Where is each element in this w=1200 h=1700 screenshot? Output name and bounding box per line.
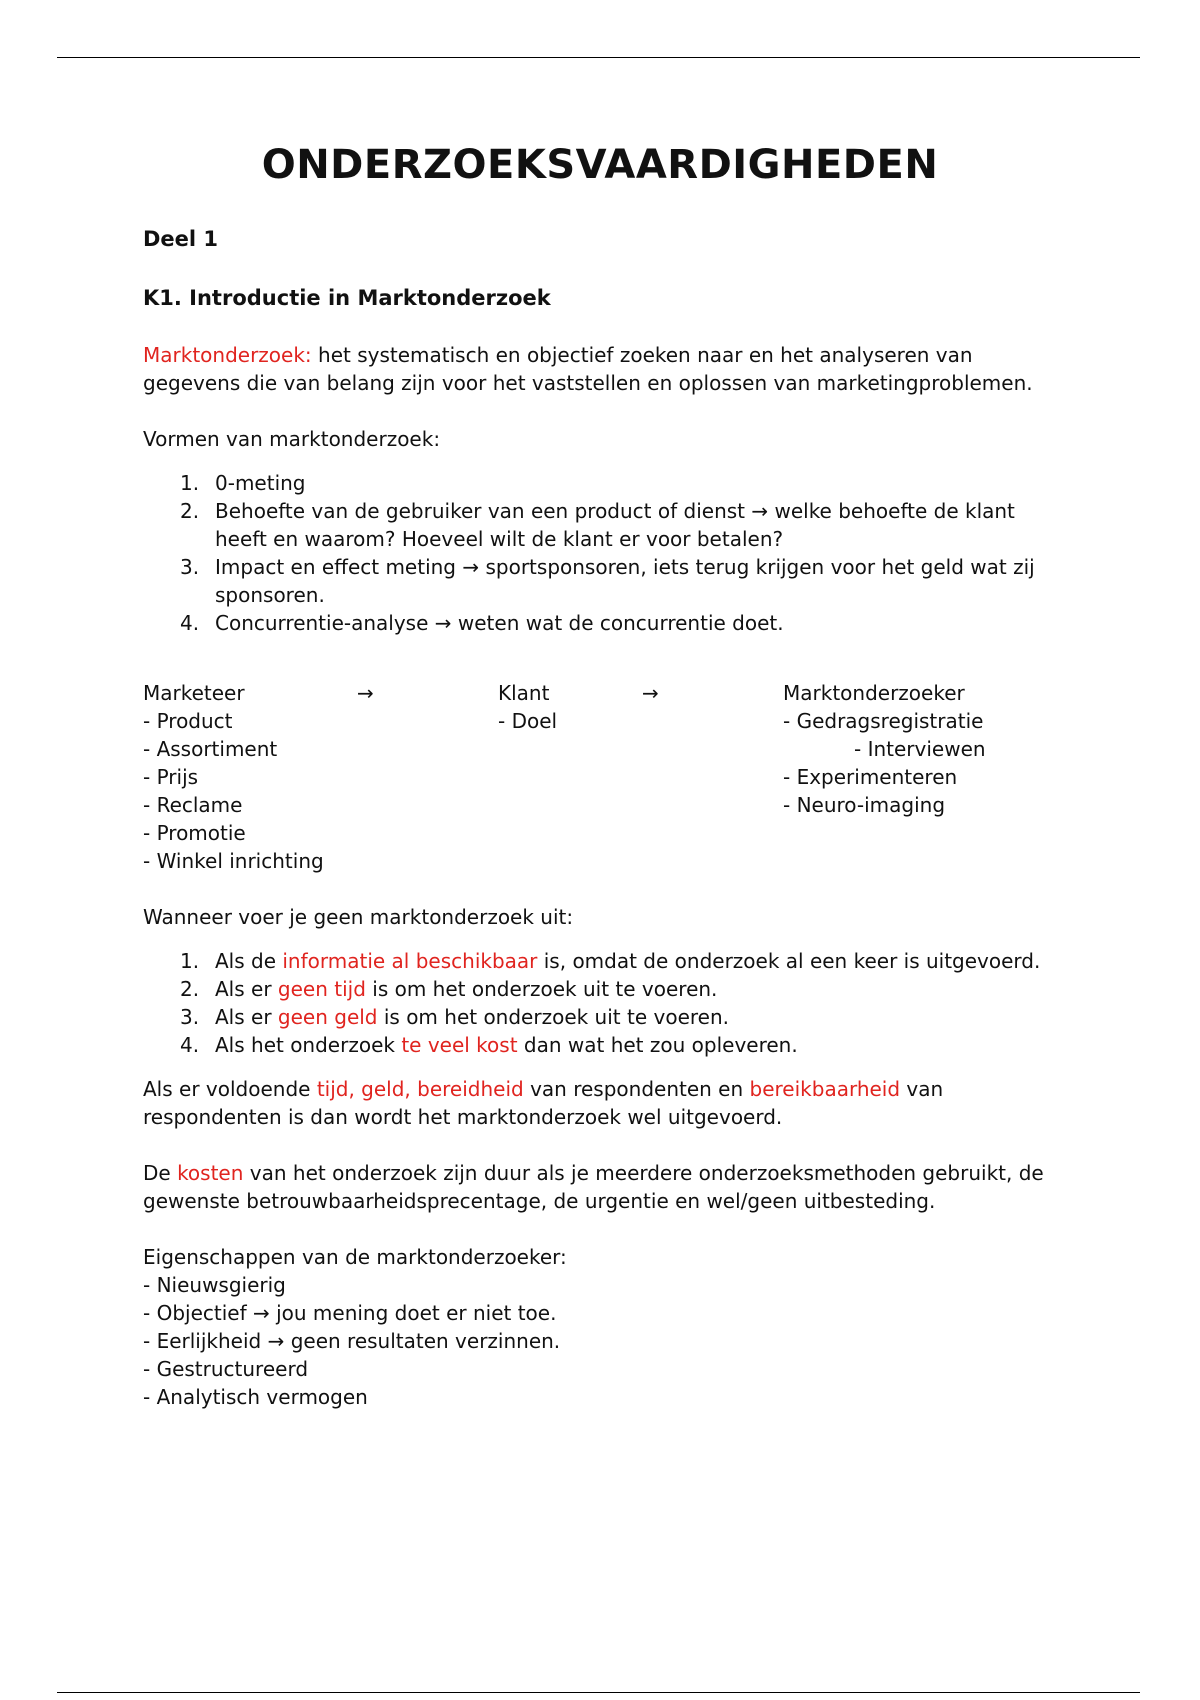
list-item: 2. Behoefte van de gebruiker van een product of dienst → welke behoefte de klant heeft en waarom? Hoeveel wilt de klant er voor betalen? <box>180 499 1015 551</box>
list-item: 4. Als het onderzoek te veel kost dan wat het zou opleveren. <box>180 1033 798 1057</box>
definition-term: Marktonderzoek: <box>143 343 312 367</box>
trait-item: - Analytisch vermogen <box>143 1385 368 1409</box>
forms-list <box>143 469 1063 637</box>
trait-item: - Nieuwsgierig <box>143 1273 286 1297</box>
when-list <box>143 947 1063 1059</box>
marketeer-column: Marketeer - Product - Assortiment - Prijs - Reclame - Promotie - Winkel inrichting <box>143 681 324 873</box>
traits-heading: Eigenschappen van de marktonderzoeker: <box>143 1245 567 1269</box>
costs-paragraph: De kosten van het onderzoek zijn duur als je meerdere onderzoeksmethoden gebruikt, de gewenste betrouwbaarheidsprecentage, de urgentie en wel/geen uitbesteding. <box>143 1161 1044 1213</box>
trait-item: - Eerlijkheid → geen resultaten verzinnen. <box>143 1329 561 1353</box>
list-item: 2. Als er geen tijd is om het onderzoek uit te voeren. <box>180 977 718 1001</box>
trait-item: - Objectief → jou mening doet er niet toe. <box>143 1301 557 1325</box>
klant-column: Klant - Doel <box>498 681 558 733</box>
chapter-heading: K1. Introductie in Marktonderzoek <box>143 286 551 310</box>
list-item: 1. Als de informatie al beschikbaar is, omdat de onderzoek al een keer is uitgevoerd. <box>180 949 1041 973</box>
arrow-icon: → <box>357 681 374 705</box>
trait-item: - Gestructureerd <box>143 1357 309 1381</box>
definition <box>143 341 1063 397</box>
top-rule <box>57 57 1140 58</box>
definition-text: het systematisch en objectief zoeken naar en het analyseren van gegevens die van belang zijn voor het vaststellen en oplossen van marketingproblemen. <box>143 343 1033 395</box>
enough-paragraph: Als er voldoende tijd, geld, bereidheid van respondenten en bereikbaarheid van respondenten is dan wordt het marktonderzoek wel uitgevoerd. <box>143 1077 944 1129</box>
list-item: 1. 0-meting <box>180 471 306 495</box>
flow-table <box>143 679 1063 875</box>
list-item: 4. Concurrentie-analyse → weten wat de concurrentie doet. <box>180 611 784 635</box>
page-title: ONDERZOEKSVAARDIGHEDEN <box>261 142 939 188</box>
forms-heading: Vormen van marktonderzoek: <box>143 427 441 451</box>
list-item: 3. Impact en effect meting → sportsponsoren, iets terug krijgen voor het geld wat zij sponsoren. <box>180 555 1035 607</box>
part-heading: Deel 1 <box>143 227 219 251</box>
bottom-rule <box>57 1692 1140 1693</box>
onderzoeker-column: Marktonderzoeker - Gedragsregistratie - Interviewen - Experimenteren - Neuro-imaging <box>783 681 986 817</box>
when-heading: Wanneer voer je geen marktonderzoek uit: <box>143 905 574 929</box>
list-item: 3. Als er geen geld is om het onderzoek uit te voeren. <box>180 1005 729 1029</box>
arrow-icon: → <box>642 681 659 705</box>
